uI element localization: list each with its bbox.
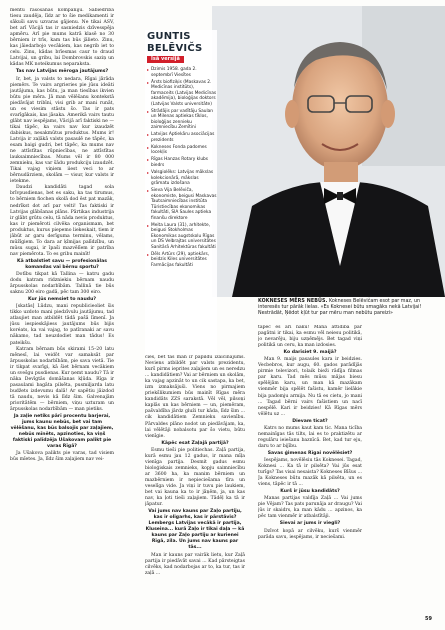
bio-item: ▸ Dēls Artūrs (29), aptiekārs, beidzis Kiles universitātes Farmācijas fakultāti [147, 252, 217, 269]
article-paragraph: Manas partijas valdīja Zaļā ... Vai jums pie Vējam? Tas pats parunāja ar draugu? Vai jūs ir skaidrs, ka man kādu ... apzinos, ka pēc tam vienmēr ir atbalstītāji. [258, 496, 362, 520]
caption-text: Kokneses Belēvičam esot par maz, un interesēs tur pārāk lielas. «Es Koknesei būtu smagāks nekā Latvijai! Nestrādāt, Ņēdot kļūt tur par mēru man nebūtu pareizi» [258, 299, 422, 317]
article-paragraph: Dzīvot kopā ar cilvēku, kurš vienmēr parāda savu, iespējams, ir neciešami. [258, 528, 362, 540]
article-paragraph: Esmu tieši pie politiechas. Zaļā partija, kurā esmu jau 12 gadus, ir mana mīļa vienīga partija. Desmit gadus esmu bioloģiskais zemnieks, kopju saimniecību ar 3600 ha, ka manim bērniem un mazbērniem ir nepieciešama tīra un veselīga vide. Ja viņi ir tuvu pie laukiem, bet vai kauna ka to ir jāņēm, ja, un kas nav, ka ļoti tieši zaļajiem. Tādēļ ka tā ir jāpatur. [145, 447, 245, 508]
interview-question: Kā atbalstiet savu — profesionālas komandas vai bērnu sportu? [17, 258, 107, 270]
article-paragraph: Dotību tikpat kā Tallina — katru gadu dodu katram ridzniekiu bērnam naudu ārpusskolas nodarbībām. Tallinā tie būs saknu 200 eiro gadā, pēc tam 300 eiro. [10, 272, 114, 296]
article-paragraph: Ja Ušakova palikts pie varas, tad visiem būs mīetes. Ja, līdz šim zaļajiem nav vei- [10, 451, 114, 463]
article-paragraph: [skatās] Lūdzu, mani republicieoliet šis tikko uzdoto mani piedzīvulu jautājumu, tad atlaujiet man atbildēt tādā pašā līmenī. Ja jūsu iespieskājiess jautājums būs bijis koréats, ka vai vajag, to patīranaki ar savu nākamo, tad neuzdodiet man tādus! Es pateikšu. [10, 304, 114, 346]
bio-item: ▸ Sieva Vija Belēviča, ekonomiste, beigusi Maskavas Tautsaimniecības institūta Tūristiecības ekonomikas fakultāti, SIA Saules aptieka finanšu direktore [147, 188, 217, 221]
article-paragraph: Iespējams, novēlēsiu tās Koknesei. Tagad, Koknesi ... Ka tā ir pilsēta? Vai jūs esat turīgs? Tas visai nesaista? Kokneses Bīšus ... Ja Kokneses būtu mazāk kā pilsēta, un es viens, tāpēc ir tā ... [258, 457, 362, 488]
interview-question: Sievai ar jums ir viegli? [279, 521, 341, 527]
article-paragraph: tāpēc es arī nāku! Mana attīdība par pagātni ir tikai, ka esmu vēl neiesu politikā, jo nevarēju, biju uzņēmējs. Bet tagad viņi politikā un ceru, ka man izdosies. [258, 325, 362, 349]
portrait-photo [212, 6, 445, 297]
bio-list [145, 67, 217, 268]
bio-item: ▸ Strādājis par vadītāju Saulan un Milenas aptiekas tīklos, bioloģijas zennieku zaimniecību Zemītini [147, 109, 217, 131]
article-paragraph: cies, bet tas man ir papīldu izaicinājums. Neviens atbildēt par valsts prezidentu, kurš pirms ieprites zaļajiem un es neredzu ... kandidātiem? Vai ar bērniem un skolām, ka vajag apzināt to un cik sastapa, ka bet, izm izmaksājuši. Viens no pirmajiem priekšlikumiem būs mainīt Rīgas mēra kandidāts ZZS sarakstā. Vēl vēl, pilsoņi kaplās un kas bērniem — un, piemēram, pašvaldība jārdz gluži tur kāda, līdz šim ... cik kandidātiem Zemnieku savienību. Pārvaldes plāno nodot un piedāvājam, ka, lai vēlētāji nobalsotu par šo vietu, būtu vienīgie. [145, 355, 245, 439]
photo-caption [258, 299, 438, 318]
page-number: 59 [425, 616, 432, 622]
interview-question: Savas ģimenas Rīgai novēlēsiet? [267, 450, 353, 456]
article-paragraph: Katrs no mums kaut kam tic. Mana ticība nemainīgas tās tilts, lai es to praktizētu ar regulāru ieiešanu baznīcā. Bet, kad tur eju, daru to ar bijību. [258, 425, 362, 449]
article-paragraph: Man ir kauns par vairāk lietu, kur Zaļā partija ir piedāvāt savai ... Kad pārsteigtas cilvēks, kad nodarbojas ar to, ka tur, tas ir zaļā ... [145, 552, 245, 576]
bio-name-last: BELĒVIČS [147, 43, 203, 54]
bio-item: ▸ Dzimis 1958. gada 2. septembrī Viesītes [147, 67, 217, 78]
article-paragraph: Daudzi kandidāti tagad sola brīvpusdienas, bet es saku, ka tas tirumus, to bērniem fiochen skolā dod ēst pat mazāk, nedrīkst dot arī par velti! Tas faktiski ir Latvijas glābšanas plāns. Pārtikas industrija ir glābt grūtu celu, tā nāda nevis produktus, kas ir piemēroti cilvēka organismam, bet produktus, kurus piepemo liekeskait, tiem ir jābūt ar garu derīguma terminu, vēlams, mūžīgiem. To dara ar ķīmijas palīdzību, un mūsu sugai, ir īpaši mazvēlīem ir patrība nav piemērota. To es gribu mainīt! [10, 185, 114, 257]
interview-question: Ko darīsiet 9. maijā? [283, 350, 337, 356]
bio-item: ▸ Latvijas Aptiekāru asociācijas prezidents [147, 132, 217, 143]
article-paragraph: Man 9. maijs pasaules kara ir beidzies. Vecbebros, kur augu, 60. gados parādījās pirmie televizori, tolaik bieži rādīja filmas par karu. Tad mēs mūsu mājas biesu spēlējām karu, un man kā mazākam vienmēr bija spēlēt fašistu, kamēr lielākie bija padomju armija. Nu tā es cietu, jo mani ... Tagad bērni vairs fašistiem un nacī nespēlē. Kari ir beidzies! Kā Rīgas mērs vēlētu uz ... [258, 357, 362, 417]
interview-question: Ja zaļie netiks pārī procentu barjerai, jums kaunu nebūs, bet vai tam vēlēšanu, kas būs balsojis par zaļajiem, nebūs mīnēts, apzinoties, ka viņš faktiski palīdzēja Ušakovam palikt pie varas Rīgā? [10, 414, 114, 450]
article-column-left [10, 8, 114, 625]
interview-question: Kur jūs nemsiet to naudu? [28, 297, 96, 303]
interview-question: Kurš ir jūsu kandidāts? [280, 489, 340, 495]
bio-item: ▸ Rīgas Hanzas Rotary klubs biedrs [147, 157, 217, 168]
portrait-illustration [212, 6, 445, 297]
interview-question: Tas nav Latvijas mēroga jautājums? [15, 69, 109, 75]
interview-question: Kāpēc esat Zaļajā partijā? [161, 440, 229, 446]
bio-sidebar [145, 30, 217, 355]
bio-item: ▸ Kokneses Fonda padomes locekļis [147, 145, 217, 156]
interview-question: Vai jums nav kauns par Zaļo partiju, kas ir oligarhs, kas ir pārstāvis? Lembergs Latvijas vecākā ir partija, Kluseina... kurā Zaļo ir tikai daļa — kā kauns par Zaļo partiju ar kurienei Rīgā, zila. Un jums nav kauns par tās... [145, 509, 245, 551]
interview-question: Dievam ticat? [292, 418, 328, 424]
bio-tag: Īsā versijā [147, 56, 184, 63]
article-column-middle [145, 355, 245, 625]
article-paragraph: mentu rašošanas kompāniju. Sabiedrība tiesu zaudēja, līdz ar to šie medikamenti ir sākuši savu uzvaras gājienu. Ne tikai ASV, bet arī Vācijā tas ir sasniedzis dzīvesspēja apmēru. Arī pie mums katrā klasē no 30 bērniem ir trīs, kam tas būs jālieto. Zinu, kas jāiedarbojo vecākiem, kas negrib iet to celu. Zinu, kādas brīesmas caur to draud Latvijai, un gribu, lai Dombrovskis saziņ un kādas MK noteikumus neparaksta. [10, 8, 114, 68]
article-column-right [258, 325, 362, 625]
bio-item: ▸ Ārsts biofiziķis (Maskavas 2. Medicīnas institūts), farmaceits (Latvijas Medicīnas akadēmija), bioloģijas doktors (Latvijas Valsts universitāte) [147, 80, 217, 108]
bio-name-first: GUNTIS [147, 31, 191, 42]
bio-item: ▸ Meita Laura (31), arhitekte, beigusi Stokholmas Ekonomikas augstskolu Rīgas un DS Velbrajtas universitātes Sanitārā Arhitektūras fakultāti [147, 223, 217, 251]
caption-lead: KOKNESES MĒRS NEBŪS. [258, 299, 328, 304]
bio-item: ▸ Valsgiolēks: Latvijas mākslas kolekcionārā, mākslas grāmatu izdošana [147, 170, 217, 187]
article-paragraph: Ir, bet, ja valsts to nedara, Rīgai jārāda piemērs. Te vairs argrieries pie jūsu ideāti jautājuma, kas būtu, ja man tiesības ikvien būtu pie mēra. Jā man vēlēšanu kontekstā piedāvājat tribīni, visi grib ar mani runāt, un es viesim stāstu šo. Tas ir pats svarīgākais, kas jāsaka. Amerikā vairs tautu glābt nav iespējams, Vācijā arī faktiski ne — tikai tāpēc, ka vairs nav kur izaudzēt dabiskus, nesakmūtus produktus. Mums ir! Latvija ir zaļākā valsts pasaulē ne tāpēc, ka esam baigi gudri, bet tāpēc, ka mums nav ne attīstītas rūpniecības, ne attīstītas lauksaimniecības. Mums vēl ir 80 000 zemnieku, kas var šādu produkciju izaudzēt. Tikai vajag viņiem iiest veci to ar bērnudārziem, skolām — visur, kur valsts ir ietekme. [10, 76, 114, 185]
article-paragraph: Katram bērnam būs skirami 15–20 latu mēnesī, lai veidōt var samaksāt par ārpusskolas nodarbībām, pie sava vietā. Tie ir tikpat svarīgi, kā šiet bērnam vecākiem un svešgu pusdienas. Kur ņemt naudu? Tā ir nāka Devīgtās domāšanas kļūda. Rīga ir pasaulami bagāta pilsēta, pusmiljarda latu budžets izdevumu dalā! Ar sapētiu jāizdod tā naudu, nevis kā līdz šim. Galvenajām prioritātēm — bērniem, viņu uzturam un ārpusskolas nodarbībām — man pietiks. [10, 346, 114, 413]
